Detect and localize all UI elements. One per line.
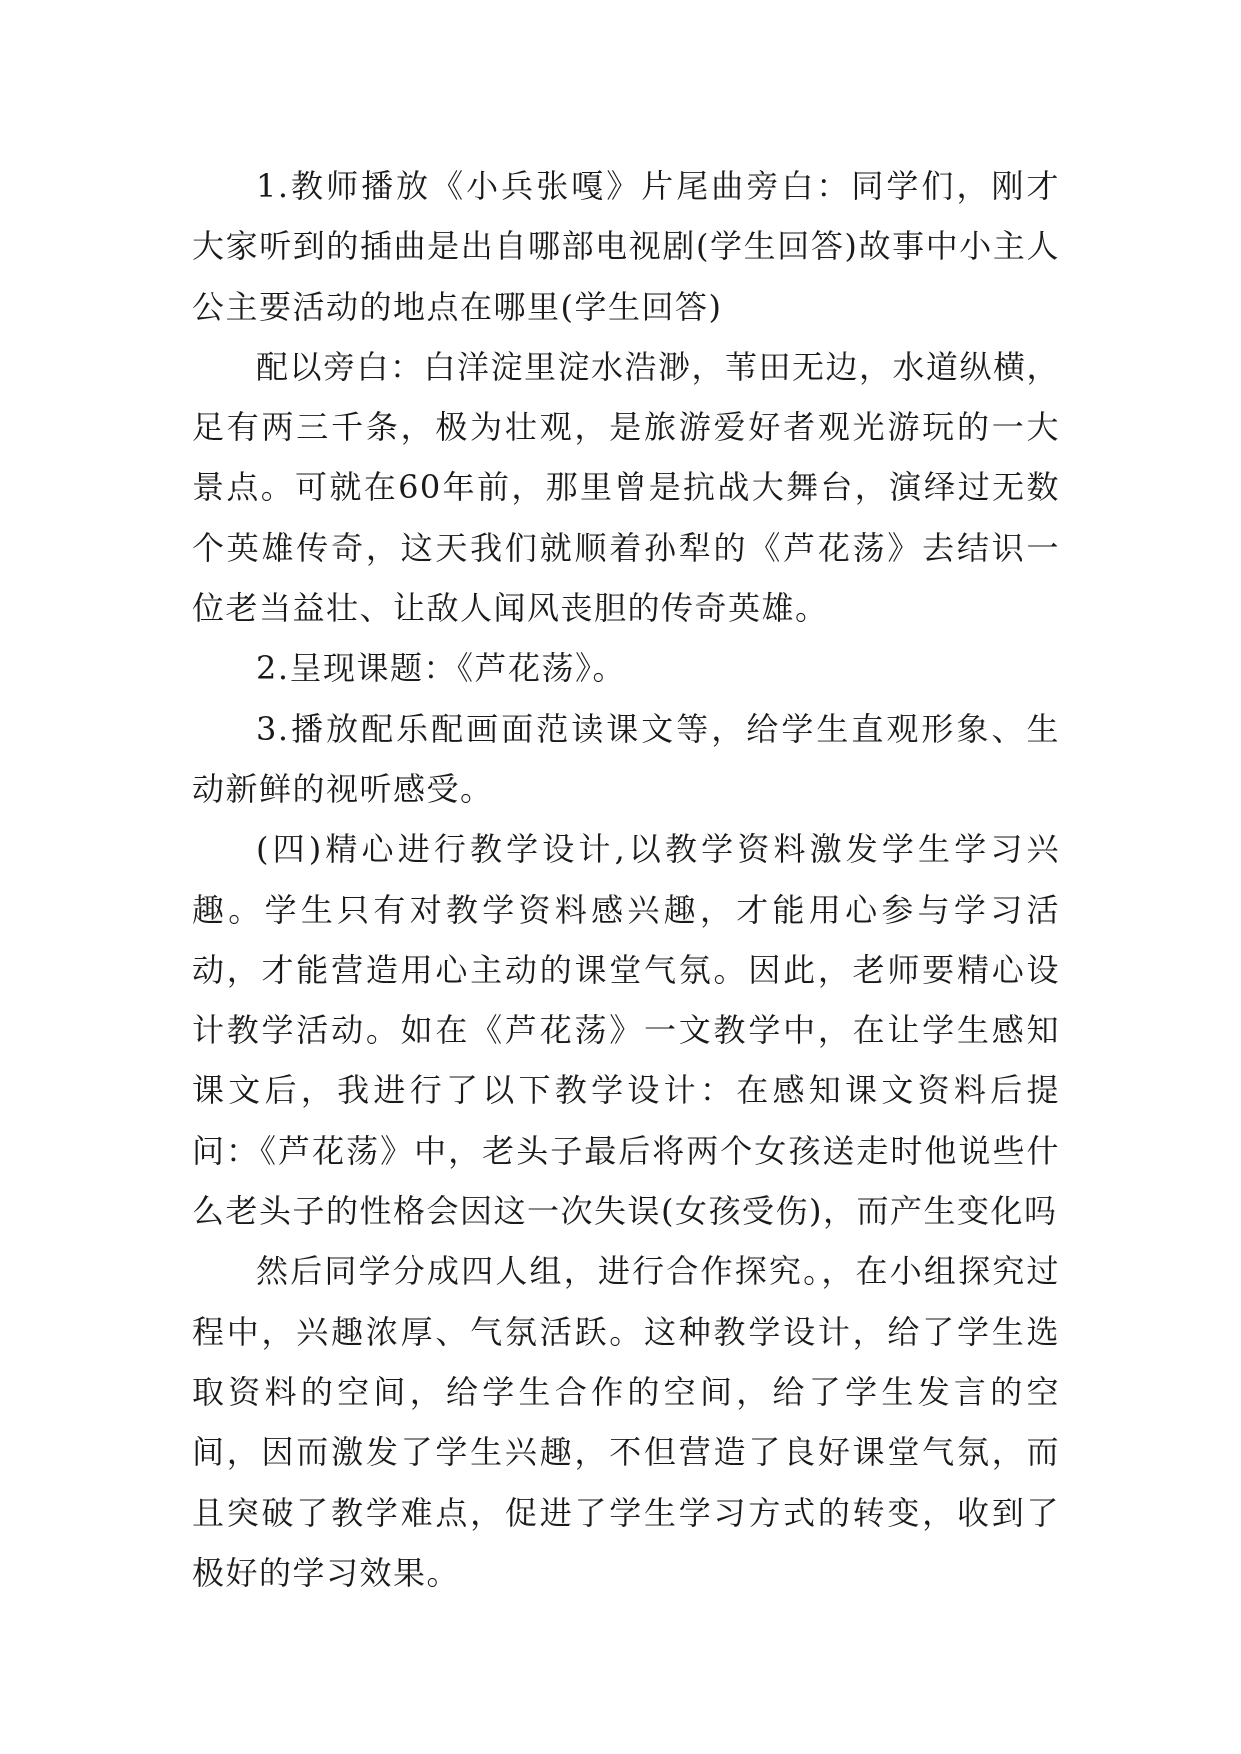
- paragraph-1: 1.教师播放《小兵张嘎》片尾曲旁白：同学们，刚才大家听到的插曲是出自哪部电视剧(学生回答)故事中小主人公主要活动的地点在哪里(学生回答): [192, 167, 1060, 326]
- paragraph-3: 2.呈现课题：《芦花荡》。: [256, 649, 627, 688]
- paragraph-4: 3.播放配乐配画面范读课文等，给学生直观形象、生动新鲜的视听感受。: [192, 709, 1060, 808]
- document-page: [192, 156, 1060, 1603]
- paragraph-5: (四)精心进行教学设计,以教学资料激发学生学习兴趣。学生只有对教学资料感兴趣，才能用心参与学习活动，才能营造用心主动的课堂气氛。因此，老师要精心设计教学活动。如在《芦花荡》一文教学中，在让学生感知课文后，我进行了以下教学设计：在感知课文资料后提问：《芦花荡》中，老头子最后将两个女孩送走时他说些什么老头子的性格会因这一次失误(女孩受伤)，而产生变化吗: [192, 830, 1060, 1231]
- paragraph-6: 然后同学分成四人组，进行合作探究。，在小组探究过程中，兴趣浓厚、气氛活跃。这种教学设计，给了学生选取资料的空间，给学生合作的空间，给了学生发言的空间，因而激发了学生兴趣，不但营造了良好课堂气氛，而且突破了教学难点，促进了学生学习方式的转变，收到了极好的学习效果。: [192, 1252, 1060, 1592]
- paragraph-2: 配以旁白：白洋淀里淀水浩渺，苇田无边，水道纵横，足有两三千条，极为壮观，是旅游爱好者观光游玩的一大景点。可就在60年前，那里曾是抗战大舞台，演绎过无数个英雄传奇，这天我们就顺着孙犁的《芦花荡》去结识一位老当益壮、让敌人闻风丧胆的传奇英雄。: [192, 347, 1061, 628]
